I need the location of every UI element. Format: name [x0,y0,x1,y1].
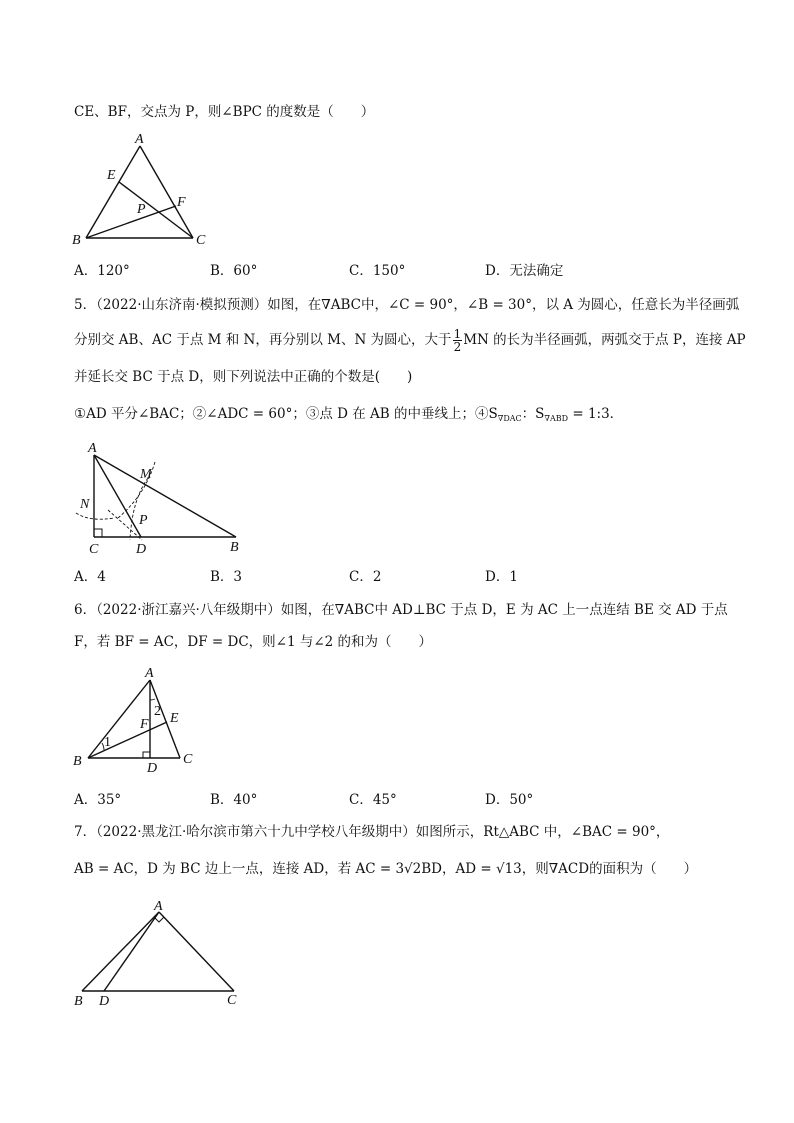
q6-option-d: D．50° [485,792,534,808]
q4-label-E: E [107,168,116,183]
q4-option-d: D．无法确定 [485,263,564,279]
q4-label-P: P [137,202,146,217]
q6-label-E: E [170,711,179,726]
q6-label-2: 2 [154,704,161,719]
q4-label-F: F [177,195,186,210]
q6-line-2: F，若 BF = AC，DF = DC，则∠1 与∠2 的和为（ ） [74,634,433,650]
q7-label-B: B [74,994,83,1009]
q5-fraction: $\frac{1}{2}$ [453,327,462,354]
q7-line-1: 7．（2022·黑龙江·哈尔滨市第六十九中学校八年级期中）如图所示，Rt△ABC 中，∠BAC = 90°， [74,824,670,840]
q4-label-A: A [135,132,144,147]
q5-option-a: A．4 [74,569,106,585]
q5-line-2-part-b: MN 的长为半径画弧，两弧交于点 P，连接 AP [463,332,746,348]
q6-label-1: 1 [104,735,111,750]
q6-label-B: B [73,754,82,769]
q4-label-C: C [196,233,206,248]
q5-line-3: 并延长交 BC 于点 D，则下列说法中正确的个数是( ) [74,369,413,385]
q6-label-C: C [183,752,193,767]
q5-label-A: A [88,441,97,456]
q5-option-b: B．3 [210,569,243,585]
q4-option-a: A．120° [74,263,130,279]
q4-stem: CE、BF，交点为 P，则∠BPC 的度数是（ ） [74,104,375,120]
q7-label-A: A [154,899,163,914]
q6-label-F: F [140,717,149,732]
q5-label-B: B [230,540,239,555]
q7-label-D: D [99,994,110,1009]
q5-label-M: M [140,467,152,482]
q6-label-D: D [147,761,158,776]
q6-option-a: A．35° [74,792,122,808]
q5-line-4: ①AD 平分∠BAC；②∠ADC = 60°；③点 D 在 AB 的中垂线上；$④S_{\nabla DAC}$：$S_{\nabla ABD}$ = 1:3． [74,406,624,423]
q4-label-B: B [72,233,81,248]
q6-label-A: A [145,666,154,681]
q7-line-2: AB = AC，D 为 BC 边上一点，连接 AD，若 AC = 3√2BD，AD = √13，则∇ACD的面积为（ ） [74,861,698,877]
q6-line-1: 6．（2022·浙江嘉兴·八年级期中）如图，在∇ABC中 AD⊥BC 于点 D，E 为 AC 上一点连结 BE 交 AD 于点 [74,602,728,618]
q5-label-N: N [80,497,90,512]
q6-option-c: C．45° [349,792,397,808]
q6-option-b: B．40° [210,792,258,808]
q4-option-b: B．60° [210,263,258,279]
q5-line-2-part-a: 分别交 AB、AC 于点 M 和 N，再分别以 M、N 为圆心，大于 [74,332,452,348]
q5-line-1: 5．（2022·山东济南·模拟预测）如图，在∇ABC中，∠C = 90°，∠B = 30°，以 A 为圆心，任意长为半径画弧 [74,297,740,313]
q5-option-d: D．1 [485,569,518,585]
q7-label-C: C [227,993,237,1008]
q5-label-P: P [139,513,148,528]
q5-label-C: C [89,542,99,557]
q5-option-c: C．2 [349,569,382,585]
q5-line-2 [74,328,746,353]
q4-option-c: C．150° [349,263,406,279]
q5-label-D: D [136,542,147,557]
